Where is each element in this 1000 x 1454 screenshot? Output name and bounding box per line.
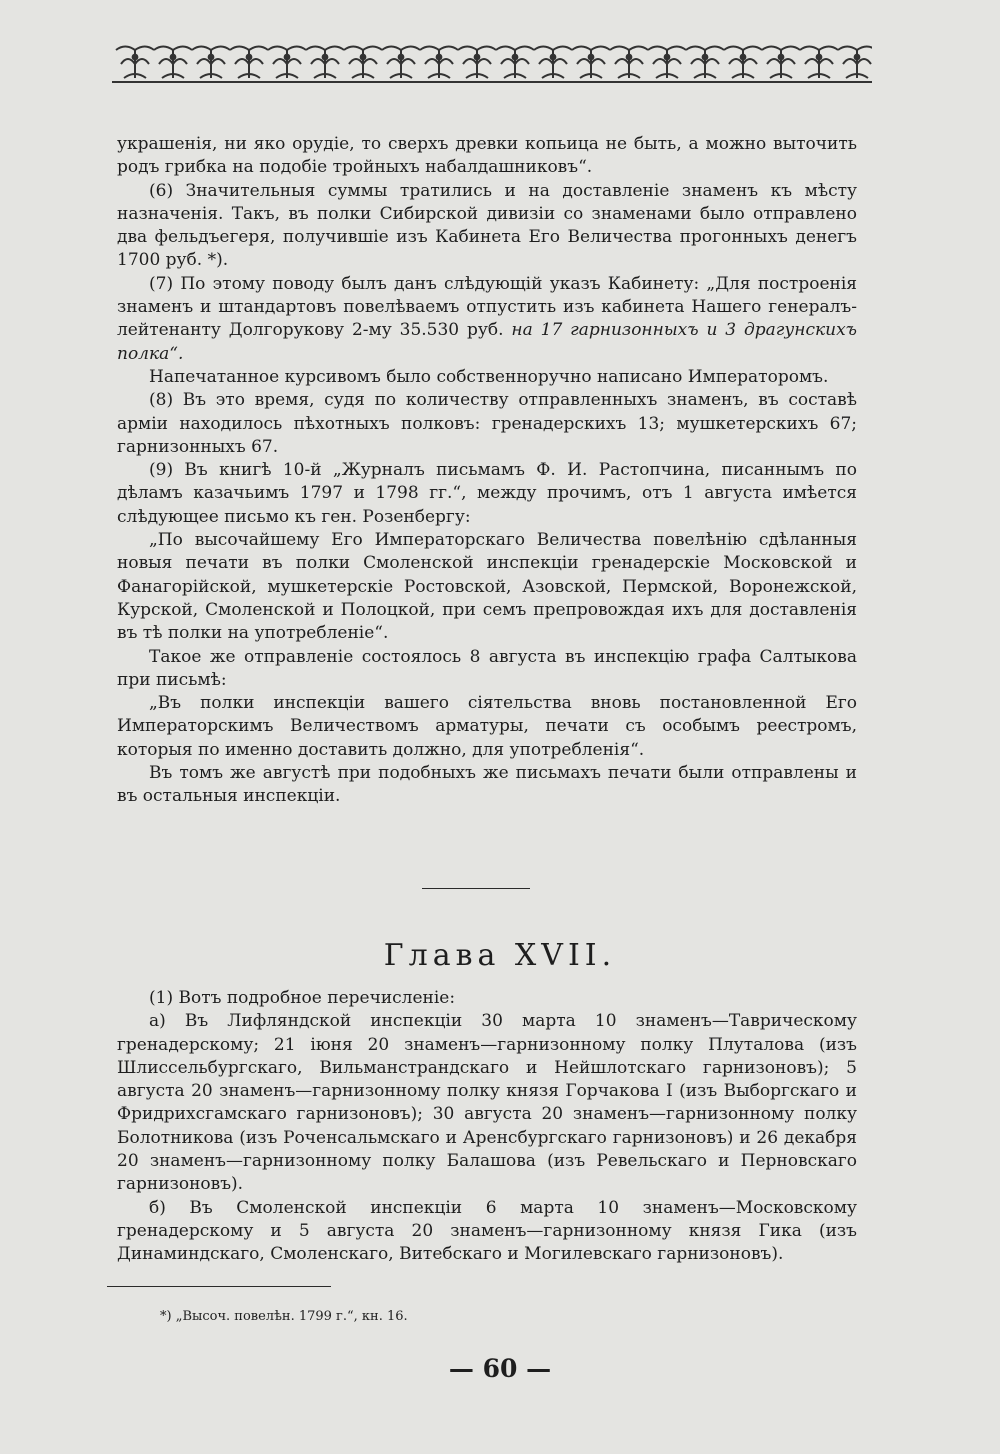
ornament-motif bbox=[686, 47, 724, 79]
ornament-dot bbox=[589, 55, 594, 60]
body-text-chapter bbox=[117, 987, 857, 1267]
chapter-heading: Глава XVII. bbox=[383, 938, 617, 973]
paragraph: (8) Въ это время, судя по количеству отправленныхъ знаменъ, въ составѣ арміи находилось пѣхотныхъ полковъ: гренадерскихъ 13; мушкетерскихъ 67; гарнизонныхъ 67. bbox=[117, 390, 857, 457]
ornament-dot bbox=[779, 55, 784, 60]
paragraph: украшенія, ни яко орудіе, то сверхъ древки копьица не быть, а можно выточить родъ грибка на подобіе тройныхъ набалдашниковъ“. bbox=[117, 134, 857, 178]
ornament-dot bbox=[209, 55, 214, 60]
ornament-dot bbox=[855, 55, 860, 60]
ornament-motif bbox=[420, 47, 458, 79]
ornament-motif bbox=[648, 47, 686, 79]
ornament-motif bbox=[534, 47, 572, 79]
ornament-motif bbox=[344, 47, 382, 79]
ornament-motif bbox=[192, 47, 230, 79]
body-text-top bbox=[117, 133, 857, 809]
paragraph: (6) Значительныя суммы тратились и на доставленіе знаменъ къ мѣсту назначенія. Такъ, въ полки Сибирской дивизіи со знаменами было отправлено два фельдъегеря, получившіе изъ Кабинета Его Величества прогонныхъ денегъ 1700 руб. *). bbox=[117, 180, 857, 271]
paragraph: (1) Вотъ подробное перечисленіе: bbox=[149, 988, 456, 1008]
ornament-motif bbox=[762, 47, 800, 79]
ornament-dot bbox=[171, 55, 176, 60]
ornament-motif bbox=[458, 47, 496, 79]
ornament-motif bbox=[230, 47, 268, 79]
paragraph: Напечатанное курсивомъ было собственноручно написано Императоромъ. bbox=[149, 366, 829, 387]
ornament-dot bbox=[513, 55, 518, 60]
paragraph: Въ томъ же августѣ при подобныхъ же письмахъ печати были отправлены и въ остальныя инспекціи. bbox=[117, 763, 857, 807]
italic-handwritten-text: на 17 гарнизонныхъ и 3 драгунскихъ полка“. bbox=[117, 320, 857, 364]
paragraph: а) Въ Лифляндской инспекціи 30 марта 10 знаменъ—Таврическому гренадерскому; 21 іюня 20 знаменъ—гарнизонному полку Плуталова (изъ Шлиссельбургскаго, Вильманстрандскаго и Нейшлотскаго гарнизоновъ); 5 августа 20 знаменъ—гарнизонному полку князя Горчакова I (изъ Выборгскаго и Фридрихсгамскаго гарнизоновъ); 30 августа 20 знаменъ—гарнизонному полку Болотникова (изъ Роченсальмскаго и Аренсбургскаго гарнизоновъ) и 26 декабря 20 знаменъ—гарнизонному полку Балашова (изъ Ревельскаго и Перновскаго гарнизоновъ). bbox=[117, 1011, 857, 1195]
ornament-dot bbox=[703, 55, 708, 60]
ornament-dot bbox=[323, 55, 328, 60]
ornament-motif bbox=[800, 47, 838, 79]
ornament-dot bbox=[285, 55, 290, 60]
ornament-dot bbox=[741, 55, 746, 60]
ornament-dot bbox=[247, 55, 252, 60]
quote-paragraph: „По высочайшему Его Императорскаго Величества повелѣнію сдѣланныя новыя печати въ полки Смоленской инспекціи гренадерскіе Московской и Фанагорійской, мушкетерскіе Ростовской, Азовской, Пермской, Воронежской, Курской, Смоленской и Полоцкой, при семъ препровождая ихъ для доставленія въ тѣ полки на употребленіе“. bbox=[117, 530, 857, 644]
ornament-dot bbox=[665, 55, 670, 60]
ornament-dot bbox=[361, 55, 366, 60]
ornament-motif bbox=[116, 47, 154, 79]
ornament-dot bbox=[133, 55, 138, 60]
ornament-dot bbox=[437, 55, 442, 60]
quote-paragraph: „Въ полки инспекціи вашего сіятельства вновь постановленной Его Императорскимъ Величествомъ арматуры, печати съ особымъ реестромъ, которыя по именно доставить должно, для употребленія“. bbox=[117, 693, 857, 760]
ornament-motif bbox=[610, 47, 648, 79]
ornament-motif bbox=[306, 47, 344, 79]
ornament-motif bbox=[724, 47, 762, 79]
footnote: *) „Высоч. повелѣн. 1799 г.“, кн. 16. bbox=[160, 1309, 408, 1324]
page-number: — 60 — bbox=[448, 1354, 552, 1383]
ornament-dot bbox=[551, 55, 556, 60]
ornament-motif bbox=[154, 47, 192, 79]
decree-text: (7) По этому поводу былъ данъ слѣдующій указъ Кабинету: „Для построенія знаменъ и штандартовъ повелѣваемъ отпустить изъ кабинета Нашего генералъ-лейтенанту Долгорукову 2-му 35.530 руб. bbox=[117, 273, 857, 341]
ornament-motif bbox=[496, 47, 534, 79]
decorative-border-ornament bbox=[112, 42, 872, 86]
ornament-dot bbox=[399, 55, 404, 60]
footnote-divider bbox=[107, 1286, 331, 1287]
ornament-dot bbox=[627, 55, 632, 60]
ornament-dot bbox=[475, 55, 480, 60]
ornament-motif bbox=[572, 47, 610, 79]
paragraph bbox=[117, 273, 857, 366]
ornament-motif bbox=[838, 47, 872, 79]
ornament-motif bbox=[382, 47, 420, 79]
paragraph: (9) Въ книгѣ 10-й „Журналъ письмамъ Ф. И. Растопчина, писаннымъ по дѣламъ казачьимъ 1797 и 1798 гг.“, между прочимъ, отъ 1 августа имѣется слѣдующее письмо къ ген. Розенбергу: bbox=[117, 460, 857, 527]
paragraph: Такое же отправленіе состоялось 8 августа въ инспекцію графа Салтыкова при письмѣ: bbox=[117, 646, 857, 690]
paragraph: б) Въ Смоленской инспекціи 6 марта 10 знаменъ—Московскому гренадерскому и 5 августа 20 знаменъ—гарнизонному князя Гика (изъ Динаминдскаго, Смоленскаго, Витебскаго и Могилевскаго гарнизоновъ). bbox=[117, 1197, 857, 1265]
section-divider bbox=[422, 888, 530, 889]
ornament-dot bbox=[817, 55, 822, 60]
ornament-motif bbox=[268, 47, 306, 79]
